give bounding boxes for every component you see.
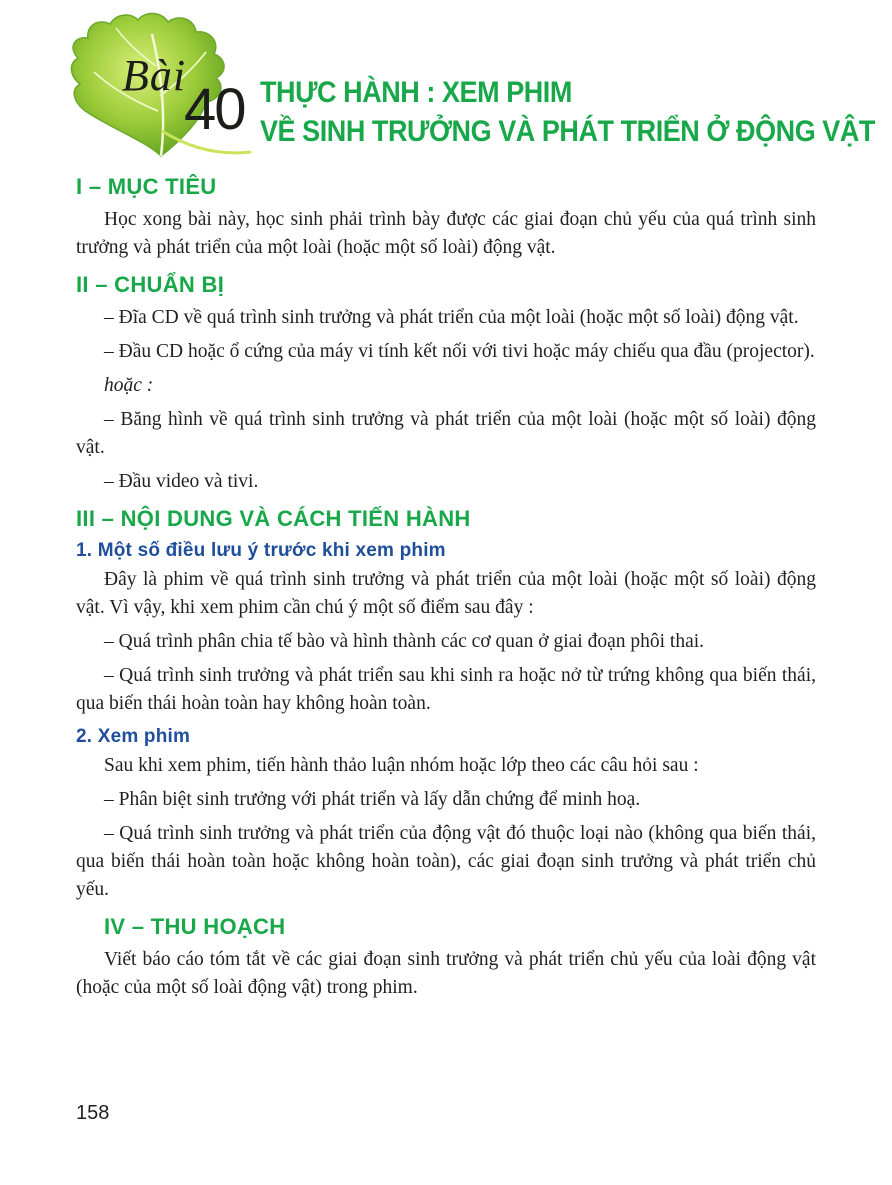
paragraph: Viết báo cáo tóm tắt về các giai đoạn sinh trưởng và phát triển chủ yếu của loài động vật (hoặc của một số loài động vật) trong phim. [76,949,816,998]
paragraph: – Quá trình phân chia tế bào và hình thành các cơ quan ở giai đoạn phôi thai. [104,631,705,652]
paragraph: – Băng hình về quá trình sinh trưởng và phát triển của một loài (hoặc một số loài) động vật. [76,409,816,458]
lesson-label: Bài [122,51,187,100]
section-heading: II – CHUẨN BỊ [76,272,225,297]
paragraph: Đây là phim về quá trình sinh trưởng và phát triển của một loài (hoặc một số loài) động vật. Vì vậy, khi xem phim cần chú ý một số điểm sau đây : [76,569,816,618]
section-procedure [76,506,816,904]
lesson-title-line1: THỰC HÀNH : XEM PHIM [260,76,572,109]
paragraph: Học xong bài này, học sinh phải trình bày được các giai đoạn chủ yếu của quá trình sinh trưởng và phát triển của một loài (hoặc một số loài) động vật. [76,209,816,258]
section-heading: I – MỤC TIÊU [76,174,217,199]
paragraph: – Đầu CD hoặc ổ cứng của máy vi tính kết nối với tivi hoặc máy chiếu qua đầu (projector). [104,341,815,362]
lesson-number: 40 [184,77,245,142]
page-content [76,174,816,1012]
section-heading: III – NỘI DUNG VÀ CÁCH TIẾN HÀNH [76,506,471,531]
paragraph: hoặc : [104,375,154,396]
lesson-title-line2: VỀ SINH TRƯỞNG VÀ PHÁT TRIỂN Ở ĐỘNG VẬT [260,115,875,148]
paragraph: – Đầu video và tivi. [104,471,259,492]
paragraph: Sau khi xem phim, tiến hành thảo luận nhóm hoặc lớp theo các câu hỏi sau : [104,755,699,776]
section-heading: IV – THU HOẠCH [104,914,286,939]
subsection-heading: 1. Một số điều lưu ý trước khi xem phim [76,540,446,561]
section-preparation [76,272,816,496]
paragraph: – Quá trình sinh trưởng và phát triển của động vật đó thuộc loại nào (không qua biến thái, qua biến thái hoàn toàn hoặc không hoàn toàn), các giai đoạn sinh trưởng và phát triển chủ yếu. [76,823,816,900]
paragraph: – Phân biệt sinh trưởng với phát triển và lấy dẫn chứng để minh hoạ. [104,789,641,810]
page-number: 158 [76,1102,110,1124]
subsection-heading: 2. Xem phim [76,726,191,747]
section-objectives [76,174,816,262]
paragraph: – Quá trình sinh trưởng và phát triển sau khi sinh ra hoặc nở từ trứng không qua biến thái, qua biến thái hoàn toàn hay không hoàn toàn. [76,665,816,714]
section-report [76,914,816,1002]
paragraph: – Đĩa CD về quá trình sinh trưởng và phát triển của một loài (hoặc một số loài) động vật. [104,307,799,328]
